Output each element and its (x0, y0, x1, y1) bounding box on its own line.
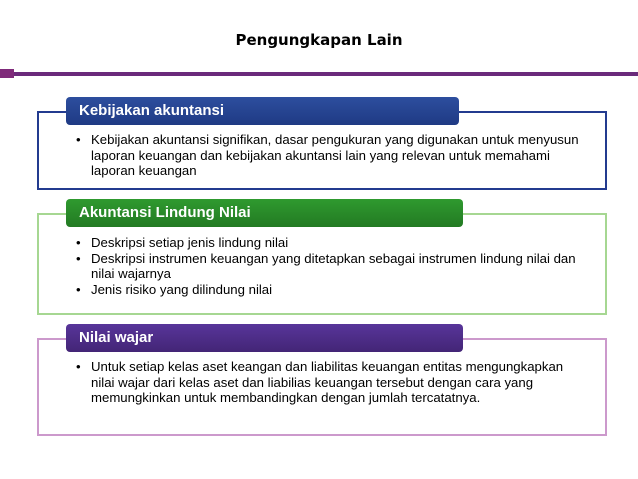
panel-heading-nilai-wajar: Nilai wajar (66, 324, 463, 352)
list-item: • Jenis risiko yang dilindung nilai (76, 282, 586, 298)
accent-band (14, 72, 638, 76)
list-item: • Deskripsi instrumen keuangan yang ditetapkan sebagai instrumen lindung nilai dan nilai wajarnya (76, 251, 586, 282)
panel-list-kebijakan-akuntansi (76, 132, 586, 179)
list-item: • Untuk setiap kelas aset keangan dan liabilitas keuangan entitas mengungkapkan nilai wajar dari kelas aset dan liabilias keuangan tersebut dengan cara yang memungkinkan untuk membandingkan dengan jumlah tercatatnya. (76, 359, 586, 406)
page-title: Pengungkapan Lain (235, 31, 403, 49)
panel-list-nilai-wajar (76, 359, 586, 406)
panel-heading-kebijakan-akuntansi: Kebijakan akuntansi (66, 97, 459, 125)
panel-list-akuntansi-lindung-nilai (76, 235, 586, 297)
accent-band-left (0, 69, 14, 78)
list-item: • Kebijakan akuntansi signifikan, dasar pengukuran yang digunakan untuk menyusun laporan keuangan dan kebijakan akuntansi lain yang relevan untuk memahami laporan keuangan (76, 132, 586, 179)
panel-heading-akuntansi-lindung-nilai: Akuntansi Lindung Nilai (66, 199, 463, 227)
list-item: • Deskripsi setiap jenis lindung nilai (76, 235, 586, 251)
